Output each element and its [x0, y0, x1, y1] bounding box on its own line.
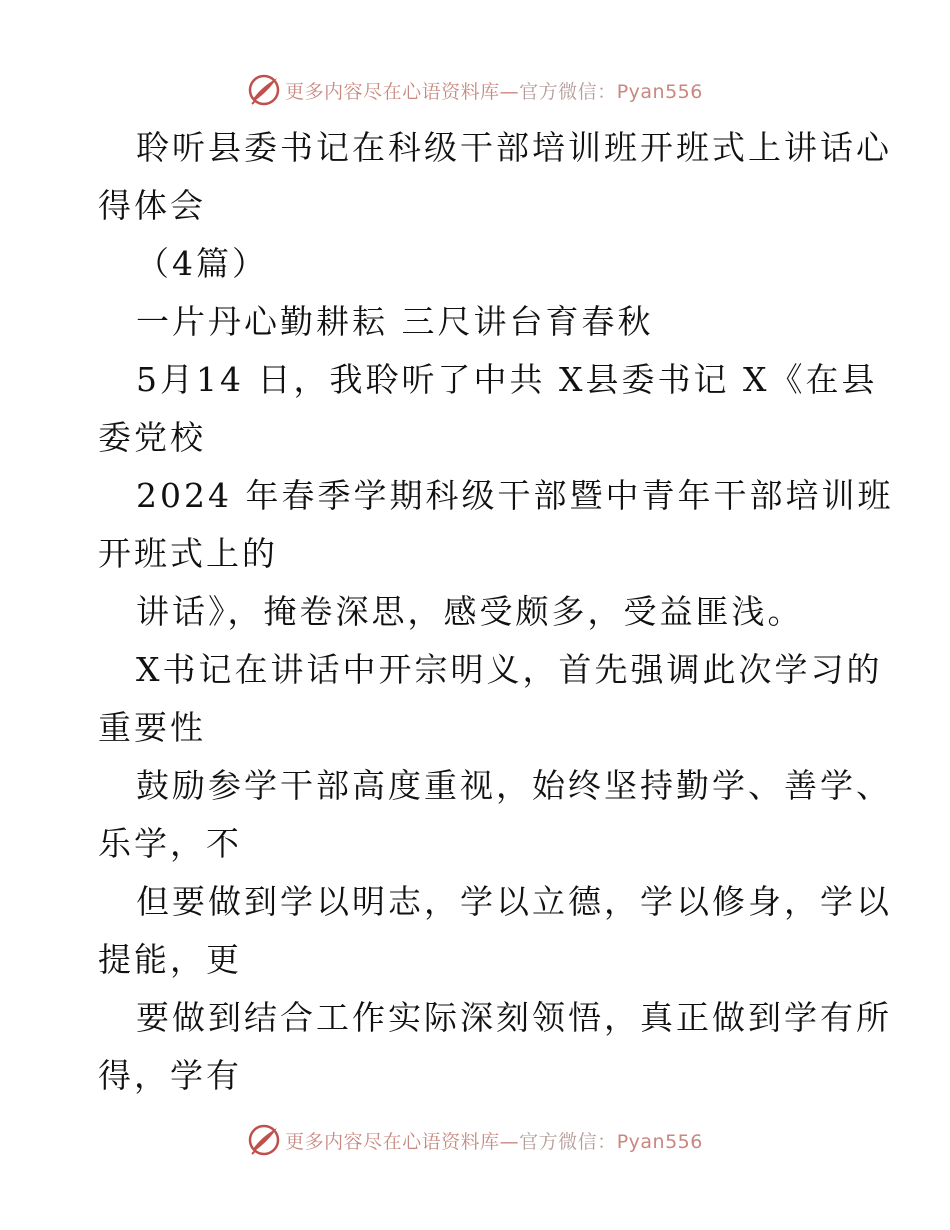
watermark-id: Pyan556	[616, 1130, 703, 1153]
header-watermark	[0, 72, 950, 108]
footer-watermark	[0, 1122, 950, 1158]
watermark-text	[285, 77, 703, 104]
watermark-separator: —	[499, 80, 520, 103]
paragraph-line: 得，学有	[98, 1056, 242, 1095]
watermark-label: 官方微信：	[519, 80, 617, 103]
paragraph-line: X书记在讲话中开宗明义，首先强调此次学习的	[136, 650, 883, 689]
quill-logo-icon	[247, 1123, 281, 1157]
watermark-main: 更多内容尽在心语资料库	[285, 80, 500, 103]
paragraph-line: 5月14 日，我聆听了中共 X县委书记 X《在县	[136, 360, 878, 399]
watermark-main: 更多内容尽在心语资料库	[285, 1130, 500, 1153]
quill-logo-icon	[247, 73, 281, 107]
title-line-2: 得体会	[98, 186, 206, 225]
paragraph-line: 讲话》，掩卷深思，感受颇多，受益匪浅。	[136, 592, 804, 631]
paragraph-line: 委党校	[98, 418, 206, 457]
paragraph-line: 重要性	[98, 708, 206, 747]
subtitle: 一片丹心勤耕耘 三尺讲台育春秋	[136, 302, 654, 341]
paragraph-line: 2024 年春季学期科级干部暨中青年干部培训班	[136, 476, 894, 515]
title-line-1: 聆听县委书记在科级干部培训班开班式上讲话心	[136, 128, 892, 167]
watermark-separator: —	[499, 1130, 520, 1153]
watermark-id: Pyan556	[616, 80, 703, 103]
title-count: （4篇）	[136, 244, 268, 283]
watermark-label: 官方微信：	[519, 1130, 617, 1153]
paragraph-line: 开班式上的	[98, 534, 278, 573]
paragraph-line: 鼓励参学干部高度重视，始终坚持勤学、善学、	[136, 766, 892, 805]
paragraph-line: 但要做到学以明志，学以立德，学以修身，学以	[136, 882, 892, 921]
watermark-text	[285, 1127, 703, 1154]
paragraph-line: 提能，更	[98, 940, 242, 979]
paragraph-line: 要做到结合工作实际深刻领悟，真正做到学有所	[136, 998, 892, 1037]
paragraph-line: 乐学，不	[98, 824, 242, 863]
